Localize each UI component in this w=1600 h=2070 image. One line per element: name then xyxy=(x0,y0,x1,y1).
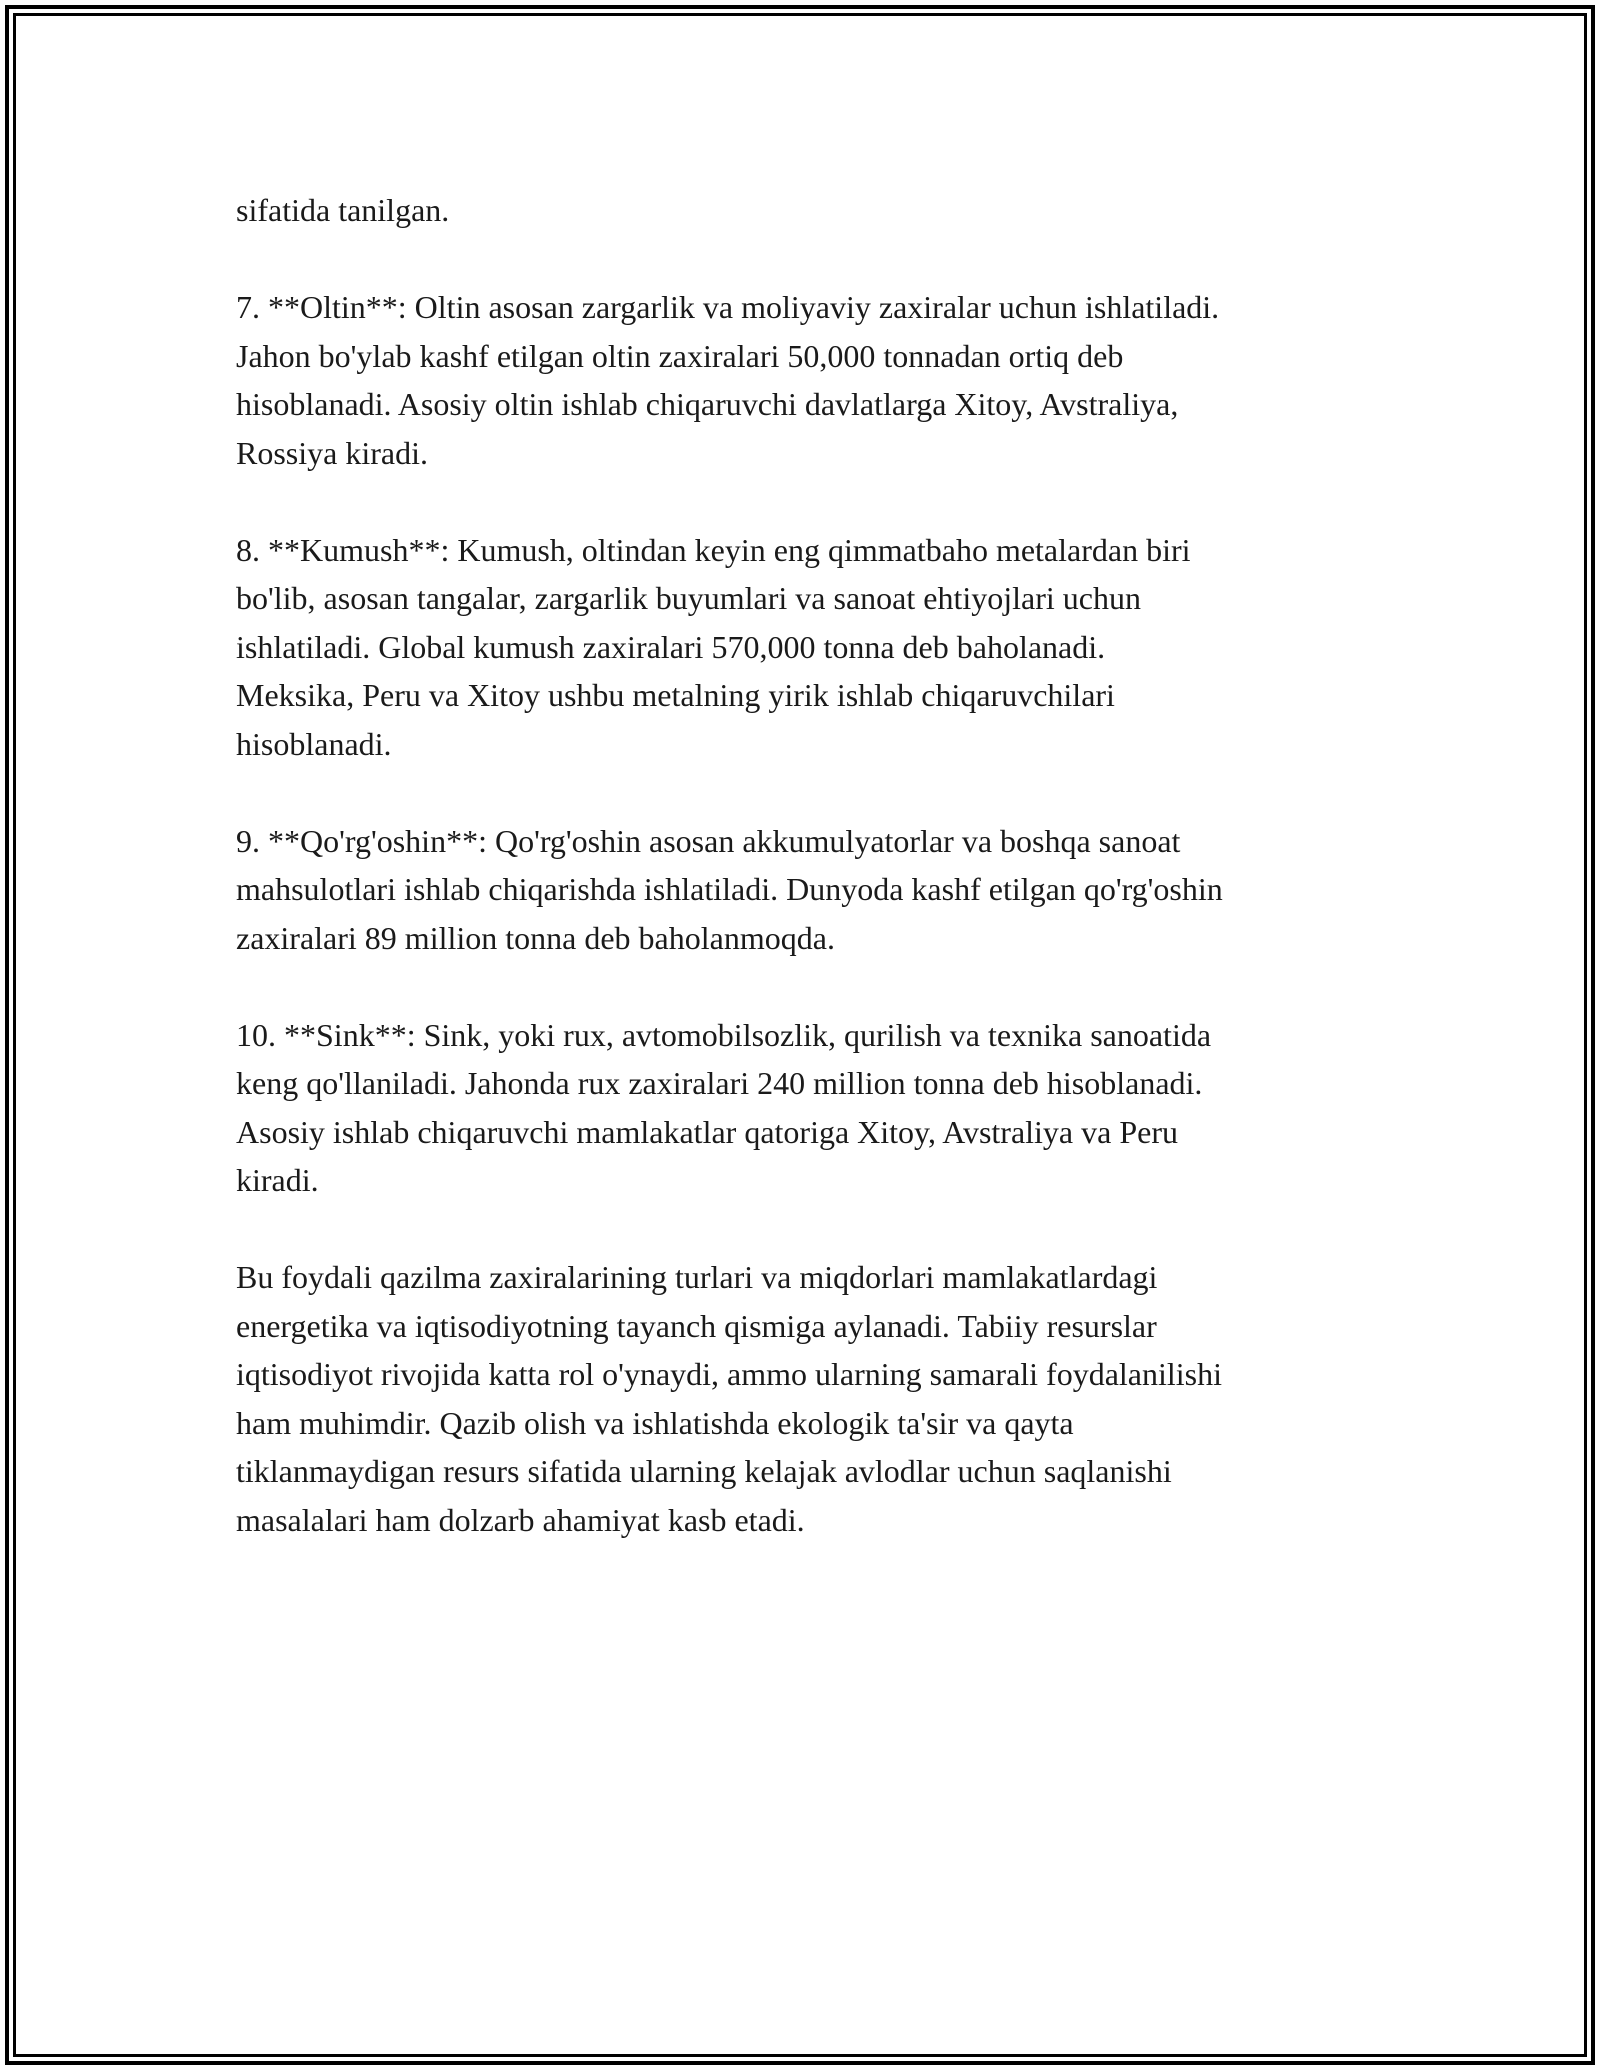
paragraph-continuation: sifatida tanilgan. xyxy=(236,192,450,228)
paragraph-oltin: 7. **Oltin**: Oltin asosan zargarlik va moliyaviy zaxiralar uchun ishlatiladi. Jahon bo'ylab kashf etilgan oltin zaxiralari 50,000 tonnadan ortiq deb hisoblanadi. Asosiy oltin ishlab chiqaruvchi davlatlarga Xitoy, Avstraliya, Rossiya kiradi. xyxy=(236,289,1220,471)
paragraph-qorgoshin: 9. **Qo'rg'oshin**: Qo'rg'oshin asosan akkumulyatorlar va boshqa sanoat mahsulotlari ishlab chiqarishda ishlatiladi. Dunyoda kashf etilgan qo'rg'oshin zaxiralari 89 million tonna deb baholanmoqda. xyxy=(236,822,1223,956)
paragraph-conclusion: Bu foydali qazilma zaxiralarining turlari va miqdorlari mamlakatlardagi energetika va iqtisodiyotning tayanch qismiga aylanadi. Tabiiy resurslar iqtisodiyot rivojida katta rol o'ynaydi, ammo ularning samarali foydalanilishi ham muhimdir. Qazib olish va ishlatishda ekologik ta'sir va qayta tiklanmaydigan resurs sifatida ularning kelajak avlodlar uchun saqlanishi masalalari ham dolzarb ahamiyat kasb etadi. xyxy=(236,1259,1223,1538)
paragraph-kumush: 8. **Kumush**: Kumush, oltindan keyin eng qimmatbaho metalardan biri bo'lib, asosan tangalar, zargarlik buyumlari va sanoat ehtiyojlari uchun ishlatiladi. Global kumush zaxiralari 570,000 tonna deb baholanadi. Meksika, Peru va Xitoy ushbu metalning yirik ishlab chiqaruvchilari hisoblanadi. xyxy=(236,531,1191,762)
paragraph-sink: 10. **Sink**: Sink, yoki rux, avtomobilsozlik, qurilish va texnika sanoatida keng qo'llaniladi. Jahonda rux zaxiralari 240 million tonna deb hisoblanadi. Asosiy ishlab chiqaruvchi mamlakatlar qatoriga Xitoy, Avstraliya va Peru kiradi. xyxy=(236,1016,1212,1198)
document-body xyxy=(236,186,1386,1593)
